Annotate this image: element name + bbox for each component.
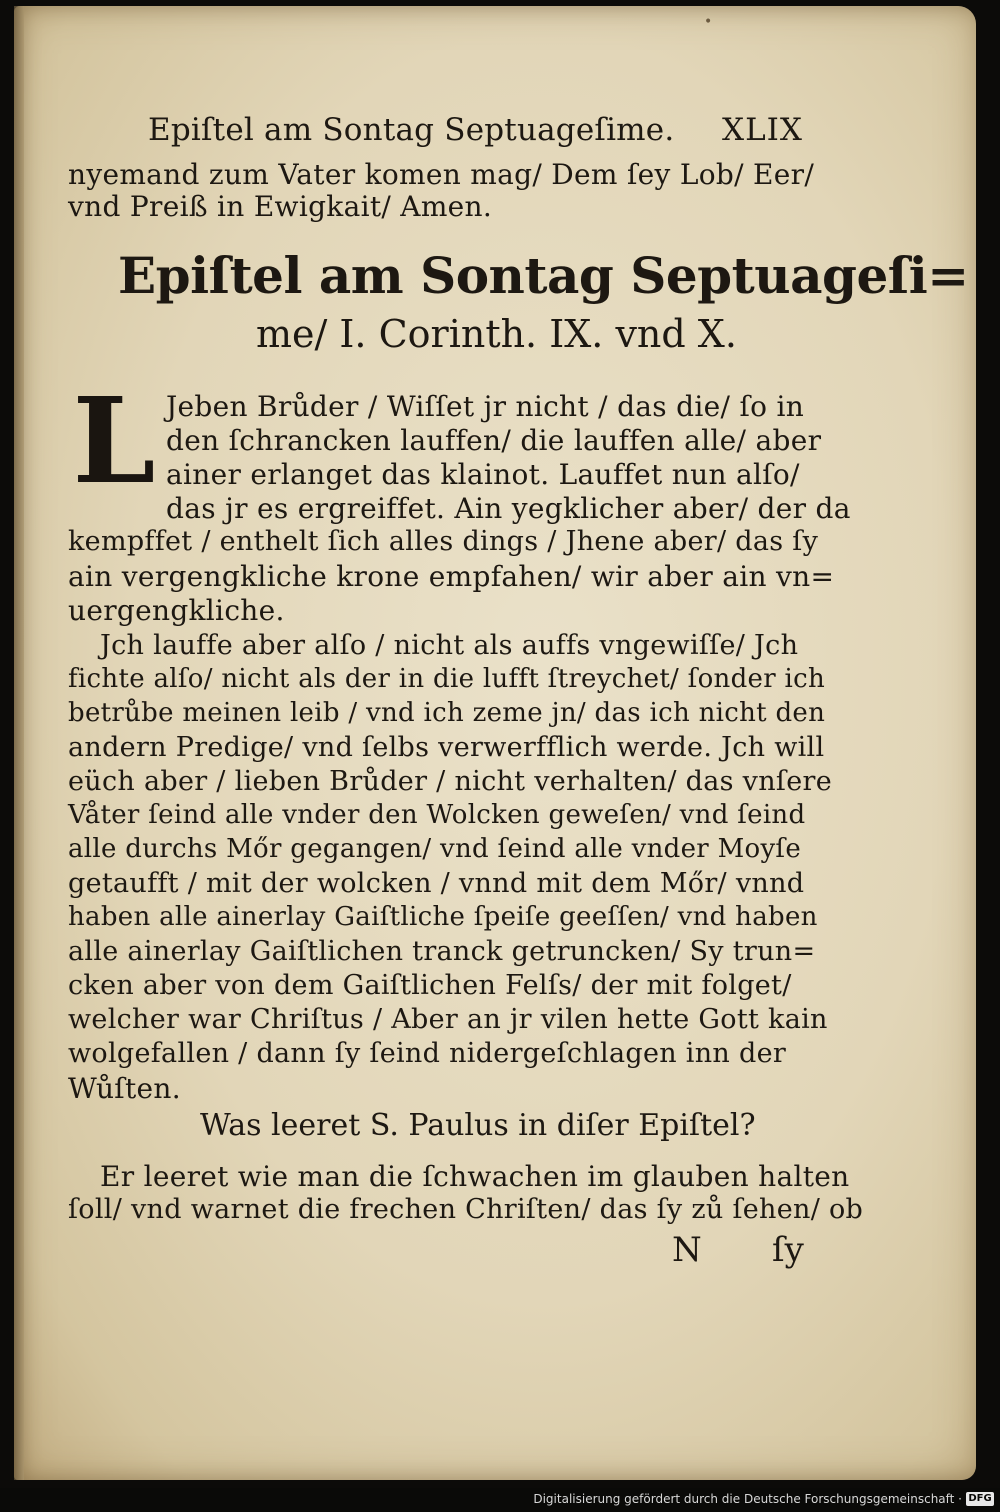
body-line: ain vergengkliche krone empfahen/ wir aber ain vn= bbox=[68, 560, 835, 593]
running-head: Epiſtel am Sontag Septuageſime. bbox=[148, 112, 675, 148]
body-line: alle ainerlay Gaiſtlichen tranck getruncken/ Sy trun= bbox=[68, 936, 816, 967]
body-line: andern Predige/ vnd ſelbs verwerfflich werde. Jch will bbox=[68, 732, 825, 763]
body-line: cken aber von dem Gaiſtlichen Felſs/ der mit folget/ bbox=[68, 970, 792, 1001]
dfg-logo: DFG bbox=[966, 1492, 994, 1506]
body-line: Jeben Brůder / Wiſſet jr nicht / das die/ ſo in bbox=[166, 390, 805, 423]
epistle-heading: Epiſtel am Sontag Septuageſi= bbox=[118, 246, 969, 305]
preceding-line-1: nyemand zum Vater komen mag/ Dem ſey Lob/ Eer/ bbox=[68, 158, 815, 191]
body-line: wolgefallen / dann ſy ſeind nidergeſchlagen inn der bbox=[68, 1038, 787, 1069]
body-line: eüch aber / lieben Brůder / nicht verhalten/ das vnſere bbox=[68, 766, 832, 797]
question-heading: Was leeret S. Paulus in diſer Epiſtel? bbox=[200, 1108, 756, 1143]
body-line: uergengkliche. bbox=[68, 594, 285, 627]
body-line: ainer erlanget das klainot. Lauffet nun alſo/ bbox=[166, 458, 800, 491]
preceding-line-2: vnd Preiß in Ewigkait/ Amen. bbox=[68, 190, 493, 223]
body-line: betrůbe meinen leib / vnd ich zeme jn/ das ich nicht den bbox=[68, 698, 826, 728]
page-mark-dot: • bbox=[704, 14, 713, 30]
body-line: alle durchs Mőr gegangen/ vnd ſeind alle vnder Moyſe bbox=[68, 834, 802, 864]
signature-mark: N bbox=[672, 1230, 702, 1270]
body-line: Wůſten. bbox=[68, 1072, 181, 1105]
body-line: getaufft / mit der wolcken / vnnd mit dem Mőr/ vnnd bbox=[68, 868, 805, 899]
epistle-reference: me/ I. Corinth. IX. vnd X. bbox=[256, 312, 737, 356]
answer-line: Er leeret wie man die ſchwachen im glauben halten bbox=[100, 1160, 850, 1193]
body-line: den ſchrancken lauffen/ die lauffen alle/ aber bbox=[166, 424, 822, 457]
body-line: das jr es ergreiffet. Ain yegklicher aber/ der da bbox=[166, 492, 851, 525]
page-gutter-edge bbox=[14, 6, 24, 1480]
body-line: Jch lauffe aber alſo / nicht als auffs vngewiſſe/ Jch bbox=[100, 630, 799, 661]
catchword: ſy bbox=[772, 1230, 804, 1270]
folio-number: XLIX bbox=[722, 112, 803, 148]
drop-cap-initial: L bbox=[72, 371, 156, 510]
body-line: Våter ſeind alle vnder den Wolcken geweſen/ vnd ſeind bbox=[68, 800, 806, 830]
answer-line: ſoll/ vnd warnet die frechen Chriſten/ das ſy zů ſehen/ ob bbox=[68, 1194, 864, 1225]
body-line: kempffet / enthelt ſich alles dings / Jhene aber/ das ſy bbox=[68, 526, 819, 557]
body-line: haben alle ainerlay Gaiſtliche ſpeiſe geeſſen/ vnd haben bbox=[68, 902, 818, 932]
funding-credit: Digitalisierung gefördert durch die Deutsche Forschungsgemeinschaft · bbox=[533, 1492, 962, 1506]
body-line: fichte alſo/ nicht als der in die lufft ſtreychet/ ſonder ich bbox=[68, 664, 826, 694]
body-line: welcher war Chriſtus / Aber an jr vilen hette Gott kain bbox=[68, 1004, 828, 1035]
